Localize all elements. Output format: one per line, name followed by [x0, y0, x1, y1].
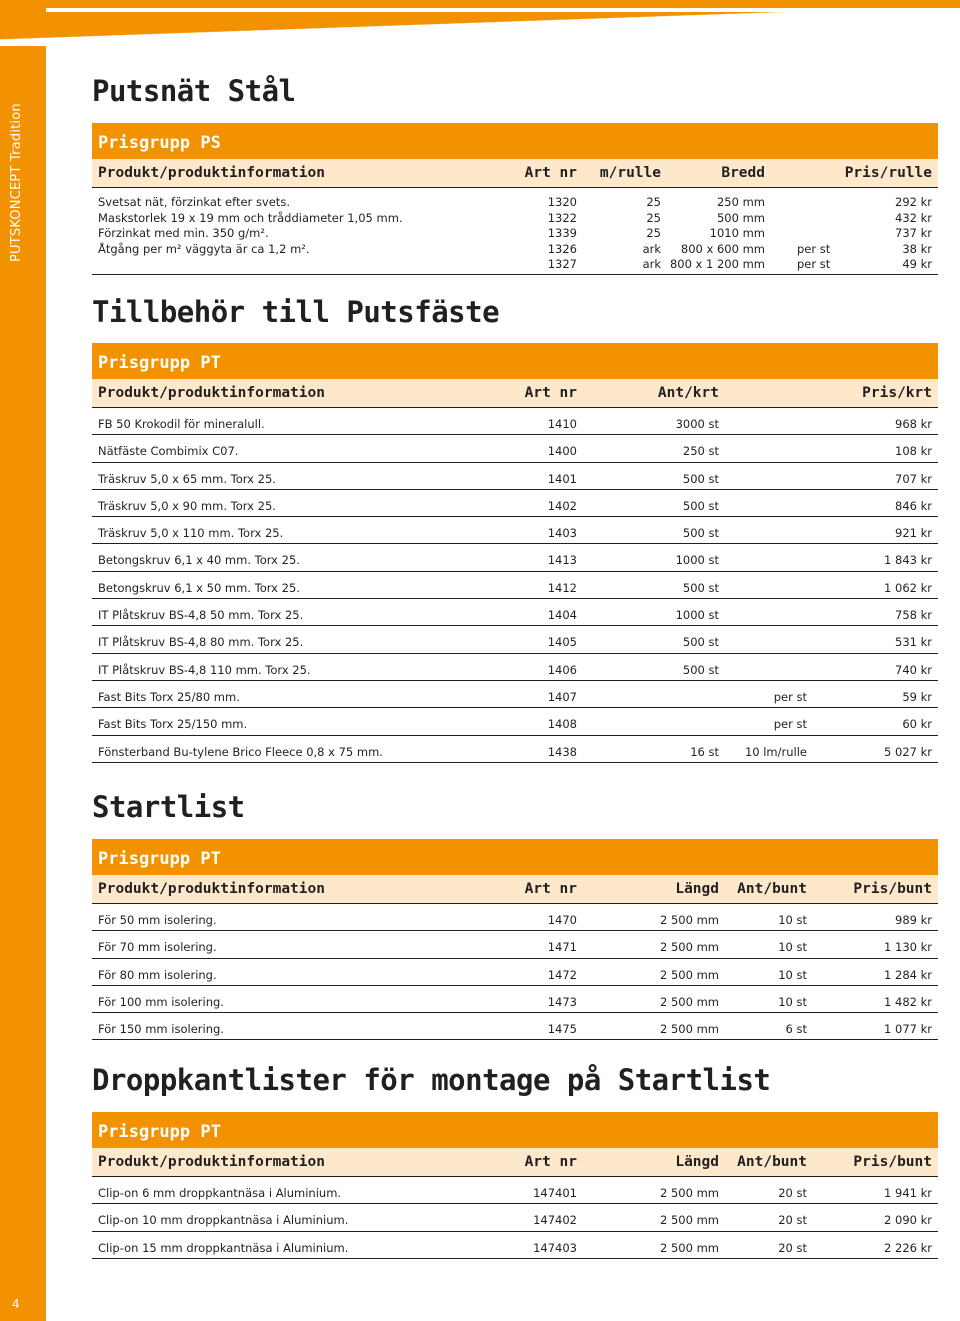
col-artnr: Art nr [524, 385, 577, 401]
col-product: Produkt/produktinformation [98, 165, 325, 181]
row-info: Fönsterband Bu-tylene Brico Fleece 0,8 x 75 mm. [98, 744, 383, 759]
row-quantity: 500 st [682, 471, 719, 486]
row-price: 1 284 kr [884, 967, 932, 982]
side-tab-label: PUTSKONCEPT Tradition [9, 103, 24, 262]
table-row [92, 254, 938, 275]
row-unit: per st [773, 717, 807, 732]
row-artnr: 147402 [533, 1213, 577, 1228]
row-info: Fast Bits Torx 25/80 mm. [98, 689, 240, 704]
row-info: FB 50 Krokodil för mineralull. [98, 417, 265, 431]
col-ant-bunt: Ant/bunt [737, 881, 807, 897]
price-group-bar: Prisgrupp PT [92, 343, 938, 379]
col-artnr: Art nr [524, 881, 577, 897]
table-row [92, 599, 938, 626]
table-row [92, 239, 938, 255]
row-info: Svetsat nät, förzinkat efter svets. [98, 195, 290, 209]
price-table-putsnat [92, 123, 938, 275]
price-group-bar: Prisgrupp PT [92, 839, 938, 875]
row-price: 108 kr [895, 444, 932, 459]
row-info: Clip-on 10 mm droppkantnäsa i Aluminium. [98, 1213, 349, 1228]
row-quantity: 500 st [682, 498, 719, 513]
row-quantity: 500 st [682, 580, 719, 595]
row-info: Betongskruv 6,1 x 50 mm. Torx 25. [98, 580, 300, 595]
row-price: 846 kr [895, 498, 932, 513]
col-product: Produkt/produktinformation [98, 881, 325, 897]
row-info: Träskruv 5,0 x 110 mm. Torx 25. [98, 526, 284, 541]
row-quantity: 10 st [778, 913, 807, 927]
table-row [92, 904, 938, 931]
table-row [92, 626, 938, 653]
top-accent-wave [0, 12, 960, 46]
row-artnr: 1403 [547, 526, 577, 541]
col-product: Produkt/produktinformation [98, 1154, 325, 1170]
table-row [92, 572, 938, 599]
row-m-rulle: ark [642, 241, 661, 256]
row-artnr: 1438 [547, 744, 577, 759]
table-row [92, 192, 938, 208]
row-info: För 50 mm isolering. [98, 913, 217, 927]
row-quantity: 500 st [682, 662, 719, 677]
row-unit: per st [797, 241, 831, 256]
row-price: 1 843 kr [884, 553, 932, 568]
row-artnr: 1407 [547, 689, 577, 704]
row-price: 968 kr [895, 417, 932, 431]
row-info: Träskruv 5,0 x 65 mm. Torx 25. [98, 471, 276, 486]
row-length: 2 500 mm [660, 940, 719, 955]
price-group-bar: Prisgrupp PT [92, 1112, 938, 1148]
row-info: Åtgång per m² väggyta är ca 1,2 m². [98, 241, 310, 256]
row-info: För 80 mm isolering. [98, 967, 217, 982]
col-langd: Längd [675, 1154, 719, 1170]
row-artnr: 1405 [547, 635, 577, 650]
table-row [92, 959, 938, 986]
row-info: IT Plåtskruv BS-4,8 110 mm. Torx 25. [98, 662, 311, 677]
row-price: 1 062 kr [884, 580, 932, 595]
row-artnr: 1402 [547, 498, 577, 513]
row-quantity: 1000 st [675, 608, 719, 623]
row-info: Betongskruv 6,1 x 40 mm. Torx 25. [98, 553, 300, 568]
row-length: 2 500 mm [660, 1240, 719, 1255]
table-header [92, 1148, 938, 1176]
row-price: 1 941 kr [884, 1186, 932, 1200]
price-table-tillbehor [92, 343, 938, 763]
row-quantity: 500 st [682, 635, 719, 650]
row-unit: 10 lm/rulle [744, 744, 807, 759]
row-price: 49 kr [902, 257, 932, 272]
col-ant-krt: Ant/krt [657, 385, 719, 401]
row-info: För 150 mm isolering. [98, 1022, 224, 1037]
row-quantity: 250 st [682, 444, 719, 459]
price-table-startlist [92, 839, 938, 1040]
row-quantity: 20 st [778, 1186, 807, 1200]
row-info: Nätfäste Combimix C07. [98, 444, 239, 459]
row-price: 432 kr [895, 210, 932, 225]
row-price: 1 130 kr [884, 940, 932, 955]
row-artnr: 1473 [547, 994, 577, 1009]
col-price: Pris/bunt [853, 1154, 932, 1170]
table-row [92, 736, 938, 763]
row-quantity: 1000 st [675, 553, 719, 568]
table-header [92, 875, 938, 903]
col-price: Pris/rulle [844, 165, 932, 181]
col-artnr: Art nr [524, 1154, 577, 1170]
col-price: Pris/bunt [853, 881, 932, 897]
row-artnr: 1471 [547, 940, 577, 955]
col-price: Pris/krt [862, 385, 932, 401]
row-bredd: 500 mm [716, 210, 765, 225]
row-price: 1 077 kr [884, 1022, 932, 1037]
row-info: För 70 mm isolering. [98, 940, 217, 955]
top-accent-strip [46, 0, 960, 8]
row-artnr: 1475 [547, 1022, 577, 1037]
row-price: 758 kr [895, 608, 932, 623]
table-row [92, 463, 938, 490]
section-title: Tillbehör till Putsfäste [92, 295, 500, 329]
row-info: IT Plåtskruv BS-4,8 50 mm. Torx 25. [98, 608, 304, 623]
row-price: 59 kr [902, 689, 932, 704]
table-row [92, 931, 938, 958]
row-info: Förzinkat med min. 350 g/m². [98, 226, 269, 241]
row-price: 989 kr [895, 913, 932, 927]
col-langd: Längd [675, 881, 719, 897]
table-row [92, 517, 938, 544]
row-price: 1 482 kr [884, 994, 932, 1009]
row-quantity: 10 st [778, 994, 807, 1009]
table-row [92, 1204, 938, 1231]
row-m-rulle: ark [642, 257, 661, 272]
row-artnr: 1404 [547, 608, 577, 623]
row-length: 2 500 mm [660, 994, 719, 1009]
row-quantity: 20 st [778, 1213, 807, 1228]
table-row [92, 223, 938, 239]
table-row [92, 1232, 938, 1259]
row-length: 2 500 mm [660, 913, 719, 927]
row-info: Clip-on 6 mm droppkantnäsa i Aluminium. [98, 1186, 342, 1200]
row-info: Maskstorlek 19 x 19 mm och tråddiameter 1,05 mm. [98, 210, 403, 225]
row-artnr: 1326 [547, 241, 577, 256]
row-quantity: 20 st [778, 1240, 807, 1255]
table-row [92, 1013, 938, 1040]
row-artnr: 147403 [533, 1240, 577, 1255]
row-artnr: 1320 [547, 195, 577, 209]
price-group-bar: Prisgrupp PS [92, 123, 938, 159]
row-bredd: 1010 mm [709, 226, 765, 241]
row-info: Träskruv 5,0 x 90 mm. Torx 25. [98, 498, 276, 513]
row-price: 5 027 kr [884, 744, 932, 759]
row-price: 531 kr [895, 635, 932, 650]
row-artnr: 1322 [547, 210, 577, 225]
row-bredd: 250 mm [716, 195, 765, 209]
col-bredd: Bredd [721, 165, 765, 181]
row-info: För 100 mm isolering. [98, 994, 224, 1009]
row-length: 2 500 mm [660, 967, 719, 982]
table-row [92, 681, 938, 708]
row-quantity: 10 st [778, 967, 807, 982]
col-artnr: Art nr [524, 165, 577, 181]
row-artnr: 1408 [547, 717, 577, 732]
table-header [92, 379, 938, 407]
row-bredd: 800 x 1 200 mm [669, 257, 765, 272]
row-quantity: 6 st [785, 1022, 807, 1037]
section-title: Droppkantlister för montage på Startlist [92, 1063, 771, 1097]
row-artnr: 1413 [547, 553, 577, 568]
section-title: Startlist [92, 790, 245, 824]
table-row [92, 654, 938, 681]
row-price: 921 kr [895, 526, 932, 541]
row-length: 2 500 mm [660, 1213, 719, 1228]
row-price: 740 kr [895, 662, 932, 677]
table-row [92, 708, 938, 735]
row-price: 737 kr [895, 226, 932, 241]
row-artnr: 1339 [547, 226, 577, 241]
col-m-rulle: m/rulle [599, 165, 661, 181]
col-product: Produkt/produktinformation [98, 385, 325, 401]
table-header [92, 159, 938, 187]
row-artnr: 1400 [547, 444, 577, 459]
page-title: Putsnät Stål [92, 74, 296, 108]
row-bredd: 800 x 600 mm [680, 241, 765, 256]
row-length: 2 500 mm [660, 1022, 719, 1037]
table-row [92, 435, 938, 462]
row-quantity: 10 st [778, 940, 807, 955]
row-price: 292 kr [895, 195, 932, 209]
row-quantity: 16 st [690, 744, 719, 759]
row-quantity: 3000 st [675, 417, 719, 431]
table-row [92, 208, 938, 224]
row-m-rulle: 25 [646, 195, 661, 209]
row-price: 2 226 kr [884, 1240, 932, 1255]
row-unit: per st [773, 689, 807, 704]
row-price: 60 kr [902, 717, 932, 732]
row-artnr: 1412 [547, 580, 577, 595]
col-ant-bunt: Ant/bunt [737, 1154, 807, 1170]
row-info: Clip-on 15 mm droppkantnäsa i Aluminium. [98, 1240, 349, 1255]
row-quantity: 500 st [682, 526, 719, 541]
table-row [92, 986, 938, 1013]
row-m-rulle: 25 [646, 226, 661, 241]
table-row [92, 408, 938, 435]
page-number: 4 [12, 1297, 20, 1311]
row-price: 707 kr [895, 471, 932, 486]
row-info: IT Plåtskruv BS-4,8 80 mm. Torx 25. [98, 635, 304, 650]
table-row [92, 1177, 938, 1204]
price-table-droppkant [92, 1112, 938, 1259]
row-unit: per st [797, 257, 831, 272]
row-length: 2 500 mm [660, 1186, 719, 1200]
row-artnr: 1410 [547, 417, 577, 431]
row-artnr: 1472 [547, 967, 577, 982]
row-price: 38 kr [902, 241, 932, 256]
row-artnr: 1406 [547, 662, 577, 677]
row-artnr: 1470 [547, 913, 577, 927]
row-artnr: 1327 [547, 257, 577, 272]
row-price: 2 090 kr [884, 1213, 932, 1228]
row-artnr: 147401 [533, 1186, 577, 1200]
row-m-rulle: 25 [646, 210, 661, 225]
row-info: Fast Bits Torx 25/150 mm. [98, 717, 248, 732]
table-row [92, 544, 938, 571]
row-artnr: 1401 [547, 471, 577, 486]
table-row [92, 490, 938, 517]
